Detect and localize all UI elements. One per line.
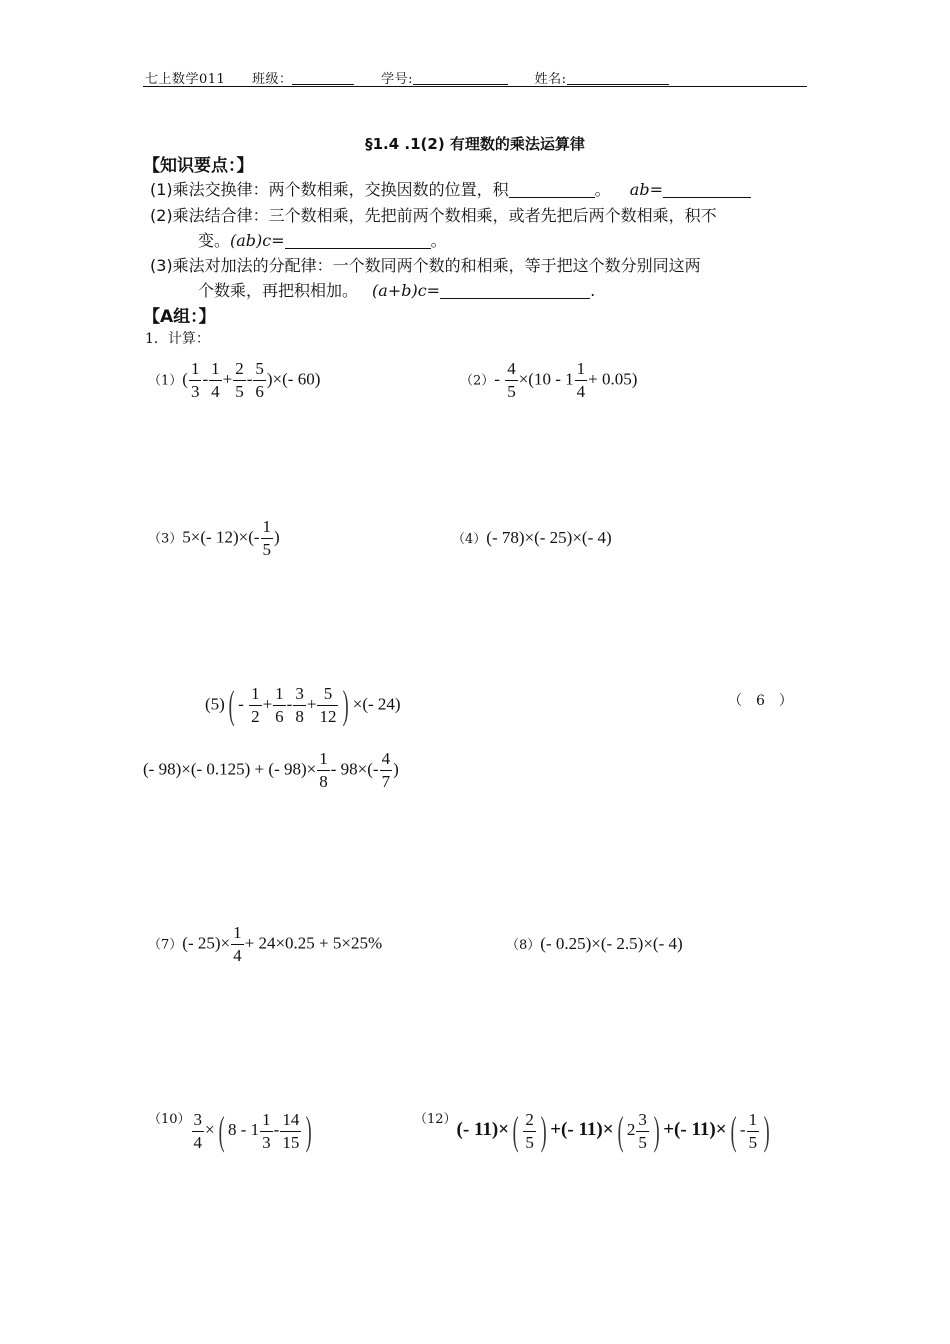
fraction-numerator: 3 — [192, 1111, 205, 1132]
knowledge-item-2-cont — [198, 228, 447, 251]
expression-term: + — [222, 369, 233, 389]
fraction — [317, 685, 338, 726]
fraction-numerator: 1 — [273, 685, 286, 706]
fraction-denominator: 15 — [282, 1132, 300, 1152]
expression-term: （1） — [148, 373, 183, 389]
large-parenthesis: ( — [617, 1108, 624, 1154]
expression-term: ) — [393, 759, 399, 779]
fraction-denominator: 4 — [211, 381, 220, 401]
expression-term: - — [238, 694, 244, 714]
fraction — [209, 360, 222, 401]
blank-4[interactable] — [440, 283, 590, 299]
fraction-denominator: 7 — [381, 771, 391, 791]
header-divider — [143, 86, 807, 87]
expression-term: ×(- 24) — [352, 694, 401, 714]
expression-term: + — [306, 694, 317, 714]
fraction-numerator: 1 — [575, 360, 588, 381]
large-parenthesis: ) — [763, 1108, 770, 1154]
expression-term: (5) — [205, 694, 225, 714]
class-label: 班级： — [251, 72, 293, 87]
expression-term: （3） — [148, 531, 183, 547]
name-field[interactable] — [567, 72, 669, 85]
fraction-numerator: 1 — [747, 1111, 760, 1132]
expression-term: （4） — [452, 532, 487, 547]
expression-term: + 0.05) — [588, 369, 638, 389]
expression-term: ) — [274, 527, 280, 547]
fraction — [231, 924, 244, 965]
fraction-numerator: 1 — [231, 924, 244, 945]
fraction-denominator: 5 — [262, 539, 272, 559]
large-parenthesis: ( — [512, 1108, 519, 1154]
fraction-numerator: 1 — [317, 750, 330, 771]
expression-term: （7） — [148, 937, 183, 953]
blank-1[interactable] — [509, 182, 595, 198]
group-a-heading: 【A组：】 — [143, 307, 216, 327]
expression-term: (- 78)×(- 25)×(- 4) — [486, 528, 612, 547]
large-parenthesis: ( — [730, 1108, 737, 1154]
fraction-numerator: 1 — [189, 360, 202, 381]
blank-2[interactable] — [663, 182, 751, 198]
fraction — [280, 1111, 301, 1152]
expression-term: - — [202, 369, 209, 389]
fraction — [249, 685, 262, 726]
fraction-denominator: 2 — [251, 706, 260, 726]
fraction — [317, 750, 330, 791]
expression-term: - — [246, 369, 253, 389]
number-field[interactable] — [413, 72, 508, 85]
knowledge-item-3-cont — [198, 278, 595, 301]
fraction — [505, 360, 518, 401]
fraction — [575, 360, 588, 401]
large-parenthesis: ) — [305, 1108, 312, 1154]
expression-term: (- 25)× — [182, 933, 231, 953]
expression-term: (- 11)× — [456, 1119, 510, 1140]
fraction-denominator: 4 — [576, 381, 586, 401]
fraction-numerator: 2 — [233, 360, 246, 381]
expression-term: 。 — [594, 180, 611, 199]
fraction-denominator: 5 — [638, 1132, 647, 1152]
fraction-numerator: 5 — [317, 685, 338, 706]
expression-term: （10） — [148, 1112, 191, 1127]
fraction — [380, 750, 393, 791]
large-parenthesis: ( — [228, 682, 235, 728]
expression-term: (ab)c= — [230, 231, 285, 250]
knowledge-item-3: (3)乘法对加法的分配律：一个数同两个数的和相乘，等于把这个数分别同这两 — [150, 256, 701, 275]
expression-term: 8 - 1 — [227, 1120, 260, 1139]
expression-term: （8） — [506, 938, 541, 953]
question-1-prompt: 1．计算： — [145, 331, 210, 347]
fraction — [192, 1111, 205, 1152]
expression-term: ×(10 - 1 — [518, 369, 574, 389]
problem-10 — [148, 1108, 316, 1154]
expression-term: - — [286, 694, 293, 714]
expression-term: (a+b)c= — [372, 281, 441, 300]
problem-5 — [205, 682, 401, 728]
problem-6-label: （ 6 ） — [728, 693, 793, 709]
expression-term: ( — [182, 369, 188, 389]
name-label: 姓名: — [534, 72, 567, 87]
class-field[interactable] — [292, 72, 354, 85]
fraction-denominator: 5 — [507, 381, 516, 401]
problem-8 — [506, 934, 683, 954]
fraction — [636, 1111, 649, 1152]
large-parenthesis: ) — [343, 682, 350, 728]
large-parenthesis: ) — [540, 1108, 547, 1154]
fraction-numerator: 5 — [253, 360, 266, 381]
knowledge-item-2: (2)乘法结合律：三个数相乘，先把前两个数相乘，或者先把后两个数相乘，积不 — [150, 206, 717, 225]
expression-term: 。 — [430, 231, 447, 250]
expression-term: 2 — [626, 1120, 636, 1139]
expression-term: ab= — [629, 180, 663, 199]
expression-term: 5×(- 12)×(- — [182, 527, 260, 547]
fraction-numerator: 4 — [505, 360, 518, 381]
knowledge-item-1 — [150, 177, 751, 200]
expression-term: - 98×(- — [330, 759, 379, 779]
expression-term: - — [494, 369, 500, 389]
fraction-numerator: 1 — [261, 518, 274, 539]
problem-2 — [460, 360, 637, 401]
fraction-denominator: 4 — [193, 1132, 203, 1152]
fraction — [253, 360, 266, 401]
expression-term: （2） — [460, 373, 495, 389]
fraction-numerator: 1 — [260, 1111, 273, 1132]
fraction — [747, 1111, 760, 1152]
expression-term: - — [273, 1120, 280, 1139]
fraction-numerator: 1 — [209, 360, 222, 381]
fraction — [189, 360, 202, 401]
fraction-denominator: 8 — [295, 706, 304, 726]
expression-term: (- 98)×(- 0.125) + — [143, 759, 265, 779]
expression-term: (- 0.25)×(- 2.5)×(- 4) — [540, 934, 683, 953]
fraction-denominator: 4 — [233, 945, 242, 965]
knowledge-heading: 【知识要点：】 — [143, 156, 254, 176]
fraction-numerator: 2 — [523, 1111, 536, 1132]
blank-3[interactable] — [285, 233, 431, 249]
fraction-numerator: 3 — [293, 685, 306, 706]
fraction — [523, 1111, 536, 1152]
page-title: §1.4 .1(2) 有理数的乘法运算律 — [365, 135, 585, 153]
fraction-numerator: 3 — [636, 1111, 649, 1132]
fraction-denominator: 5 — [235, 381, 244, 401]
large-parenthesis: ) — [653, 1108, 660, 1154]
expression-term: + — [262, 694, 273, 714]
problem-1 — [148, 360, 320, 401]
expression-term: . — [590, 281, 596, 300]
number-label: 学号: — [381, 72, 414, 87]
problem-3 — [148, 518, 280, 559]
fraction-numerator: 14 — [280, 1111, 301, 1132]
fraction — [233, 360, 246, 401]
fraction-denominator: 6 — [275, 706, 284, 726]
expression-term: 个数乘，再把积相加。 — [198, 281, 359, 300]
fraction-denominator: 6 — [255, 381, 264, 401]
expression-term: × — [205, 1120, 215, 1139]
fraction-denominator: 5 — [748, 1132, 758, 1152]
fraction-denominator: 3 — [190, 381, 200, 401]
fraction-denominator: 12 — [319, 706, 337, 726]
expression-term: +(- 11)× — [550, 1119, 614, 1140]
expression-term: （12） — [414, 1112, 457, 1127]
fraction-denominator: 3 — [262, 1132, 271, 1152]
large-parenthesis: ( — [218, 1108, 225, 1154]
expression-term: 变。 — [198, 231, 231, 250]
fraction — [293, 685, 306, 726]
expression-term: (1)乘法交换律：两个数相乘，交换因数的位置，积 — [150, 180, 509, 199]
fraction — [260, 1111, 273, 1152]
fraction-numerator: 1 — [249, 685, 262, 706]
fraction-denominator: 5 — [525, 1132, 534, 1152]
fraction — [261, 518, 274, 559]
expression-term: + 24×0.25 + 5×25% — [244, 933, 383, 953]
course-code: 七上数学011 — [145, 72, 226, 87]
problem-6 — [143, 750, 399, 791]
expression-term: +(- 11)× — [663, 1119, 727, 1140]
fraction-denominator: 8 — [319, 771, 328, 791]
problem-12 — [414, 1108, 773, 1154]
worksheet-header — [145, 68, 669, 87]
fraction-numerator: 4 — [380, 750, 393, 771]
problem-4 — [452, 528, 612, 548]
expression-term: )×(- 60) — [266, 369, 321, 389]
problem-7 — [148, 924, 382, 965]
expression-term: (- 98)× — [268, 759, 317, 779]
fraction — [273, 685, 286, 726]
expression-term: - — [739, 1120, 746, 1139]
